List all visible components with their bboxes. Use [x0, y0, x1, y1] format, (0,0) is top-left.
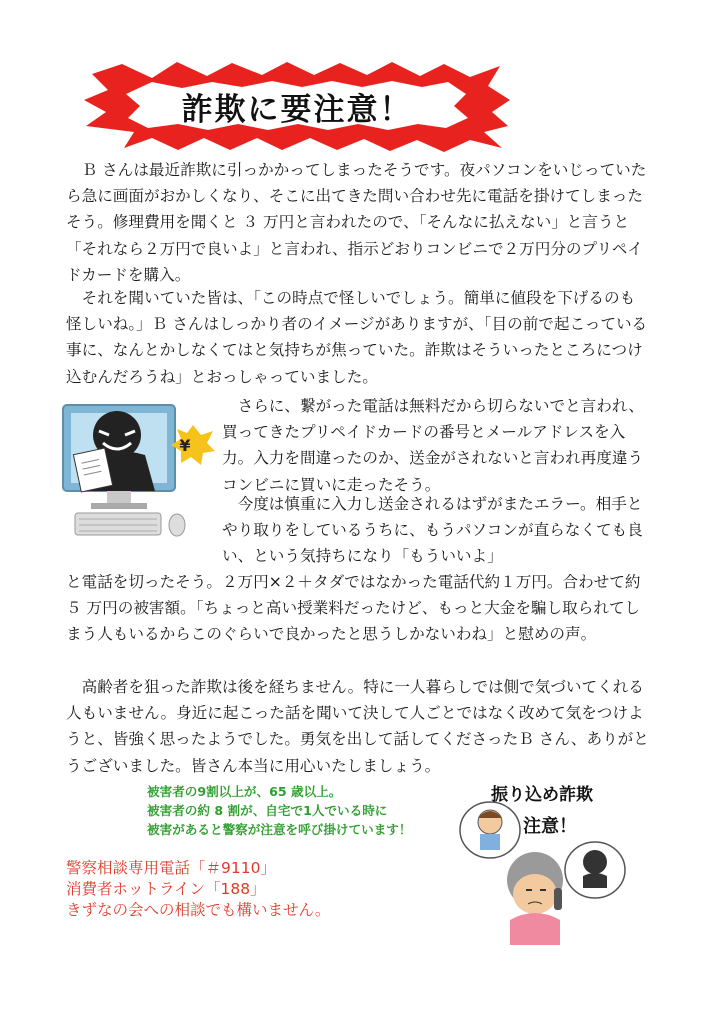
- paragraph-4: [222, 491, 650, 570]
- paragraph-2: [66, 285, 650, 390]
- paragraph-2-text: それを聞いていた皆は、「この時点で怪しいでしょう。簡単に値段を下げるのも怪しいね。」Ｂ さんはしっかり者のイメージがありますが、「目の前で起こっている事に、なんとかしなくてはと気持ちが焦っていた。詐欺はそういったところにつけ込むんだろうね」とおっしゃっていました。: [66, 289, 648, 386]
- note-line: 被害者の9割以上が、65 歳以上。: [147, 784, 342, 799]
- contact-info: [66, 858, 446, 921]
- paragraph-1-text: Ｂ さんは最近詐欺に引っかかってしまったそうです。夜パソコンをいじっていたら急に画面がおかしくなり、そこに出てきた問い合わせ先に電話を掛けてしまったそう。修理費用を聞くと ３ 万円と言われたので、「そんなに払えない」と言うと「それなら２万円で良いよ」と言われ、指示どおりコンビニで２万円分のプリペイドカードを購入。: [66, 161, 647, 284]
- paragraph-1: [66, 157, 650, 288]
- poster-line-2: 注意！: [523, 816, 577, 837]
- victim-statistics-notes: [147, 782, 447, 839]
- paragraph-4-text: 今度は慎重に入力し送金されるはずがまたエラー。相手とやり取りをしているうちに、もうパソコンが直らなくても良い、という気持ちになり「もういいよ」: [222, 495, 643, 566]
- poster-line-1: 振り込め詐欺: [491, 785, 593, 805]
- police-hotline: 警察相談専用電話「＃9110」: [66, 859, 276, 877]
- note-line: 被害者の約 8 割が、自宅で1人でいる時に: [147, 803, 388, 818]
- page-title: 詐欺に要注意！: [181, 91, 413, 128]
- consumer-hotline: 消費者ホットライン「188」: [66, 880, 266, 898]
- paragraph-3: [222, 393, 650, 498]
- paragraph-5-text: と電話を切ったそう。２万円×２＋タダではなかった電話代約１万円。合わせて約 ５ 万円の被害額。「ちょっと高い授業料だったけど、もっと大金を騙し取られてしまう人もいるからこのぐらいで良かったと思うしかないわね」と慰めの声。: [66, 573, 641, 644]
- scammer-computer-illustration: [55, 395, 215, 550]
- paragraph-6-text: 高齢者を狙った詐欺は後を経ちません。特に一人暮らしでは側で気づいてくれる人もいません。身近に起こった話を聞いて決して人ごとではなく改めて気をつけようと、皆強く思ったようでした。勇気を出して話してくださったＢ さん、ありがとうございました。皆さん本当に用心いたしましょう。: [66, 678, 649, 775]
- paragraph-6: [66, 674, 650, 779]
- paragraph-3-text: さらに、繋がった電話は無料だから切らないでと言われ、買ってきたプリペイドカードの番号とメールアドレスを入力。入力を間違ったのか、送金がされないと言われ再度違うコンビニに買いに走ったそう。: [222, 397, 644, 494]
- note-line: 被害があると警察が注意を呼び掛けています！: [147, 822, 412, 837]
- paragraph-5: [66, 569, 650, 648]
- elderly-phone-scam-illustration: [450, 770, 645, 945]
- yen-mark: ¥: [179, 436, 191, 455]
- title-banner: [82, 60, 512, 152]
- kizuna-consultation: きずなの会への相談でも構いません。: [66, 901, 331, 919]
